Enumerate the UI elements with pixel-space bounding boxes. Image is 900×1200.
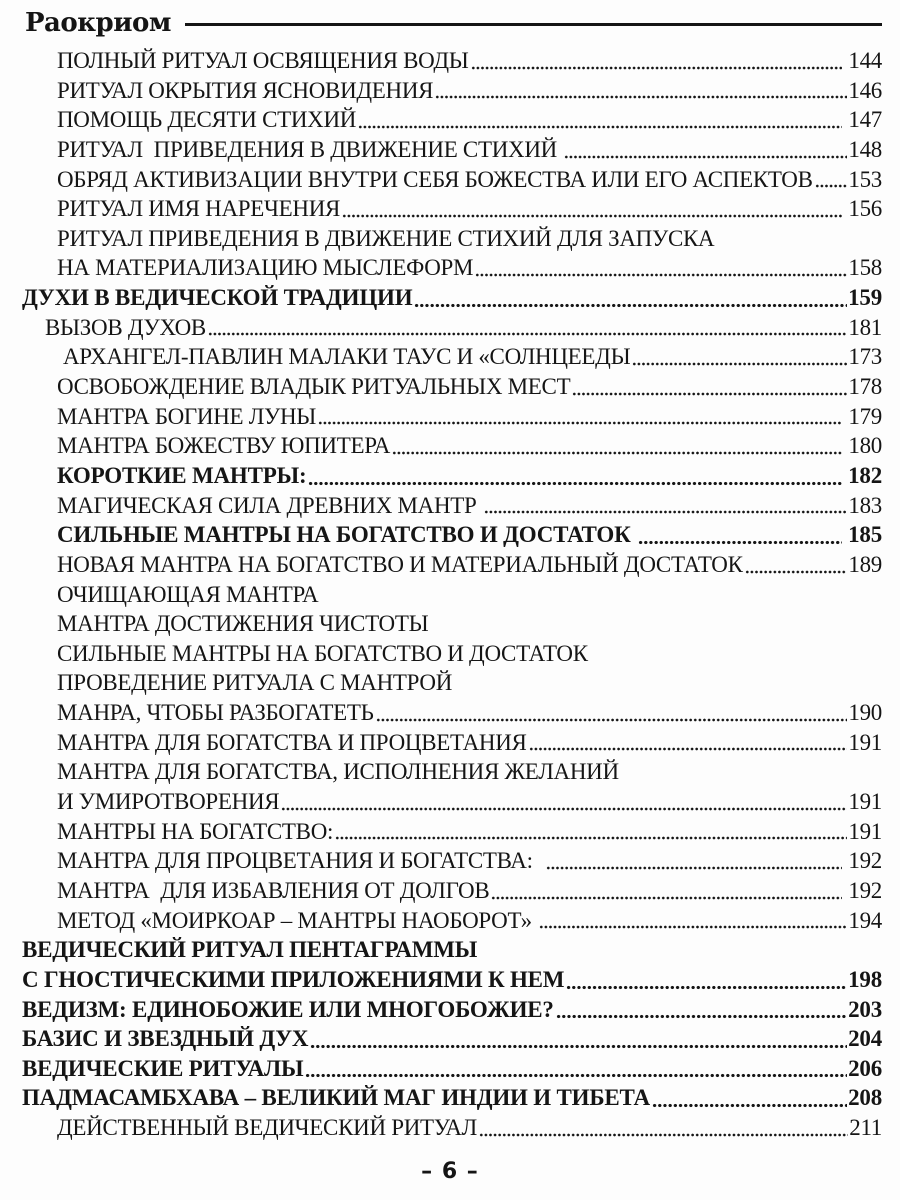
toc-entry bbox=[0, 787, 900, 817]
toc-entry-page: 147 bbox=[842, 107, 882, 133]
toc-entry-title: МАНТРА БОГИНЕ ЛУНЫ bbox=[57, 403, 317, 429]
toc-entry-page: 191 bbox=[848, 789, 882, 815]
toc-entry bbox=[0, 609, 900, 639]
toc-entry bbox=[0, 1083, 900, 1113]
toc-dot-leader bbox=[318, 421, 842, 425]
toc-entry-title: ПРОВЕДЕНИЕ РИТУАЛА С МАНТРОЙ bbox=[57, 670, 453, 696]
toc-dot-leader bbox=[632, 362, 847, 366]
toc-entry-page: 183 bbox=[848, 492, 882, 518]
toc-entry-page: 206 bbox=[848, 1055, 882, 1081]
toc-dot-leader bbox=[342, 214, 842, 218]
toc-entry-page: 204 bbox=[848, 1026, 882, 1052]
toc-list bbox=[0, 46, 900, 1143]
toc-entry bbox=[0, 491, 900, 521]
toc-entry bbox=[0, 876, 900, 906]
toc-dot-leader bbox=[392, 451, 842, 455]
toc-entry bbox=[0, 1024, 900, 1054]
toc-dot-leader bbox=[435, 95, 847, 99]
toc-entry-title: МАНРА, ЧТОБЫ РАЗБОГАТЕТЬ bbox=[57, 700, 374, 726]
toc-entry-page: 181 bbox=[848, 314, 882, 340]
toc-entry-title: ВЕДИЗМ: ЕДИНОБОЖИЕ ИЛИ МНОГОБОЖИЕ? bbox=[22, 996, 554, 1022]
toc-entry bbox=[0, 76, 900, 106]
toc-dot-leader bbox=[376, 718, 848, 722]
toc-entry-page: 156 bbox=[842, 196, 882, 222]
toc-entry-title: ПАДМАСАМБХАВА – ВЕЛИКИЙ МАГ ИНДИИ И ТИБЕТА bbox=[22, 1085, 650, 1111]
running-head bbox=[0, 6, 900, 40]
toc-entry-title: НА МАТЕРИАЛИЗАЦИЮ МЫСЛЕФОРМ bbox=[57, 255, 474, 281]
toc-dot-leader bbox=[479, 1133, 848, 1137]
toc-entry-page: 189 bbox=[848, 551, 882, 577]
toc-dot-leader bbox=[566, 985, 847, 990]
toc-entry-page: 203 bbox=[848, 996, 882, 1022]
toc-entry-title: МАНТРА ДЛЯ БОГАТСТВА, ИСПОЛНЕНИЯ ЖЕЛАНИЙ bbox=[57, 759, 619, 785]
toc-dot-leader bbox=[358, 125, 842, 129]
toc-entry bbox=[0, 342, 900, 372]
toc-entry-page: 211 bbox=[849, 1115, 882, 1141]
toc-dot-leader bbox=[308, 481, 841, 486]
toc-dot-leader bbox=[281, 807, 847, 811]
toc-dot-leader bbox=[475, 273, 847, 277]
toc-entry-title: МАНТРА БОЖЕСТВУ ЮПИТЕРА bbox=[57, 433, 391, 459]
toc-entry bbox=[0, 461, 900, 491]
toc-entry bbox=[0, 313, 900, 343]
toc-entry bbox=[0, 372, 900, 402]
toc-entry bbox=[0, 995, 900, 1025]
toc-entry bbox=[0, 253, 900, 283]
toc-entry-title: БАЗИС И ЗВЕЗДНЫЙ ДУХ bbox=[22, 1026, 309, 1052]
toc-entry bbox=[0, 1113, 900, 1143]
toc-entry-page: 179 bbox=[842, 403, 882, 429]
header-rule bbox=[185, 23, 882, 26]
toc-entry bbox=[0, 402, 900, 432]
toc-entry-page: 173 bbox=[848, 344, 882, 370]
toc-entry-title: МЕТОД «МОИРКОАР – МАНТРЫ НАОБОРОТ» bbox=[57, 907, 538, 933]
toc-entry-title: ВЫЗОВ ДУХОВ bbox=[45, 314, 206, 340]
toc-entry bbox=[0, 728, 900, 758]
toc-entry-title: МАНТРА ДЛЯ ИЗБАВЛЕНИЯ ОТ ДОЛГОВ bbox=[57, 877, 490, 903]
toc-entry-title: ВЕДИЧЕСКИЙ РИТУАЛ ПЕНТАГРАММЫ bbox=[22, 937, 478, 963]
toc-entry bbox=[0, 935, 900, 965]
toc-dot-leader bbox=[815, 184, 848, 188]
toc-entry-page: 178 bbox=[848, 374, 882, 400]
toc-dot-leader bbox=[208, 332, 847, 336]
toc-entry-title: МАНТРА ДЛЯ БОГАТСТВА И ПРОЦВЕТАНИЯ bbox=[57, 729, 527, 755]
toc-dot-leader bbox=[745, 570, 848, 574]
toc-entry-title: МАНТРЫ НА БОГАТСТВО: bbox=[57, 818, 334, 844]
toc-dot-leader bbox=[546, 866, 842, 870]
toc-dot-leader bbox=[310, 1044, 847, 1049]
toc-entry-title: РИТУАЛ ИМЯ НАРЕЧЕНИЯ bbox=[57, 196, 341, 222]
toc-entry bbox=[0, 224, 900, 254]
toc-entry-title: ВЕДИЧЕСКИЕ РИТУАЛЫ bbox=[22, 1055, 304, 1081]
toc-entry-title: МАНТРА ДЛЯ ПРОЦВЕТАНИЯ И БОГАТСТВА: bbox=[57, 848, 544, 874]
toc-dot-leader bbox=[564, 155, 847, 159]
toc-entry-title: ОБРЯД АКТИВИЗАЦИИ ВНУТРИ СЕБЯ БОЖЕСТВА ИЛИ ЕГО АСПЕКТОВ bbox=[57, 166, 813, 192]
toc-entry-title: АРХАНГЕЛ-ПАВЛИН МАЛАКИ ТАУС И «СОЛНЦЕЕДЫ bbox=[63, 344, 631, 370]
toc-entry-title: КОРОТКИЕ МАНТРЫ: bbox=[57, 462, 307, 488]
toc-entry-page: 185 bbox=[842, 522, 882, 548]
toc-entry bbox=[0, 668, 900, 698]
toc-entry-title: МАГИЧЕСКАЯ СИЛА ДРЕВНИХ МАНТР bbox=[57, 492, 482, 518]
toc-entry-page: 180 bbox=[842, 433, 882, 459]
toc-entry bbox=[0, 135, 900, 165]
toc-dot-leader bbox=[638, 540, 841, 545]
toc-entry-page: 192 bbox=[842, 848, 882, 874]
toc-dot-leader bbox=[572, 392, 847, 396]
toc-entry bbox=[0, 165, 900, 195]
toc-entry bbox=[0, 194, 900, 224]
toc-entry bbox=[0, 431, 900, 461]
toc-dot-leader bbox=[652, 1103, 847, 1108]
toc-dot-leader bbox=[471, 66, 842, 70]
toc-entry-page: 191 bbox=[848, 818, 882, 844]
toc-dot-leader bbox=[305, 1073, 847, 1078]
toc-entry-page: 191 bbox=[848, 729, 882, 755]
toc-entry-title: ОЧИЩАЮЩАЯ МАНТРА bbox=[57, 581, 319, 607]
toc-entry-page: 158 bbox=[848, 255, 882, 281]
toc-dot-leader bbox=[484, 510, 847, 514]
toc-entry bbox=[0, 757, 900, 787]
toc-entry-title: РИТУАЛ ПРИВЕДЕНИЯ В ДВИЖЕНИЕ СТИХИЙ ДЛЯ ЗАПУСКА bbox=[57, 225, 715, 251]
toc-entry bbox=[0, 580, 900, 610]
toc-entry-title: ОСВОБОЖДЕНИЕ ВЛАДЫК РИТУАЛЬНЫХ МЕСТ bbox=[57, 374, 571, 400]
toc-entry bbox=[0, 550, 900, 580]
toc-entry bbox=[0, 846, 900, 876]
toc-entry bbox=[0, 906, 900, 936]
toc-entry bbox=[0, 965, 900, 995]
toc-entry-title: СИЛЬНЫЕ МАНТРЫ НА БОГАТСТВО И ДОСТАТОК bbox=[57, 522, 637, 548]
toc-entry-page: 182 bbox=[842, 462, 882, 488]
toc-entry-page: 144 bbox=[842, 48, 882, 73]
toc-entry-title: ДУХИ В ВЕДИЧЕСКОЙ ТРАДИЦИИ bbox=[22, 285, 413, 311]
toc-entry-title: ПОМОЩЬ ДЕСЯТИ СТИХИЙ bbox=[57, 107, 357, 133]
toc-entry bbox=[0, 698, 900, 728]
toc-entry-title: С ГНОСТИЧЕСКИМИ ПРИЛОЖЕНИЯМИ К НЕМ bbox=[22, 966, 565, 992]
toc-entry-page: 208 bbox=[848, 1085, 882, 1111]
toc-entry bbox=[0, 639, 900, 669]
toc-dot-leader bbox=[529, 747, 848, 751]
toc-entry bbox=[0, 520, 900, 550]
toc-entry-title: МАНТРА ДОСТИЖЕНИЯ ЧИСТОТЫ bbox=[57, 611, 429, 637]
toc-dot-leader bbox=[335, 836, 847, 840]
toc-entry-title: РИТУАЛ ПРИВЕДЕНИЯ В ДВИЖЕНИЕ СТИХИЙ bbox=[57, 136, 563, 162]
toc-entry bbox=[0, 1054, 900, 1084]
toc-entry bbox=[0, 46, 900, 76]
toc-entry-page: 159 bbox=[848, 285, 882, 311]
toc-entry bbox=[0, 283, 900, 313]
toc-entry-page: 148 bbox=[848, 136, 882, 162]
toc-dot-leader bbox=[556, 1014, 847, 1019]
toc-entry-title: СИЛЬНЫЕ МАНТРЫ НА БОГАТСТВО И ДОСТАТОК bbox=[57, 640, 588, 666]
toc-entry-page: 190 bbox=[848, 700, 882, 726]
toc-dot-leader bbox=[491, 896, 842, 900]
toc-entry-title: ПОЛНЫЙ РИТУАЛ ОСВЯЩЕНИЯ ВОДЫ bbox=[57, 48, 469, 73]
toc-entry-page: 192 bbox=[842, 877, 882, 903]
toc-entry bbox=[0, 105, 900, 135]
toc-entry-page: 153 bbox=[848, 166, 882, 192]
toc-entry-page: 194 bbox=[848, 907, 882, 933]
toc-dot-leader bbox=[539, 925, 847, 929]
book-brand: Раокриом bbox=[25, 8, 171, 38]
toc-entry-page: 198 bbox=[848, 966, 882, 992]
toc-entry-title: И УМИРОТВОРЕНИЯ bbox=[57, 789, 280, 815]
toc-entry-title: ДЕЙСТВЕННЫЙ ВЕДИЧЕСКИЙ РИТУАЛ bbox=[57, 1115, 477, 1141]
toc-entry-title: РИТУАЛ ОКРЫТИЯ ЯСНОВИДЕНИЯ bbox=[57, 77, 434, 103]
toc-dot-leader bbox=[414, 303, 847, 308]
page-folio: – 6 – bbox=[421, 1158, 479, 1184]
toc-entry bbox=[0, 817, 900, 847]
toc-entry-page: 146 bbox=[848, 77, 882, 103]
toc-entry-title: НОВАЯ МАНТРА НА БОГАТСТВО И МАТЕРИАЛЬНЫЙ ДОСТАТОК bbox=[57, 551, 743, 577]
